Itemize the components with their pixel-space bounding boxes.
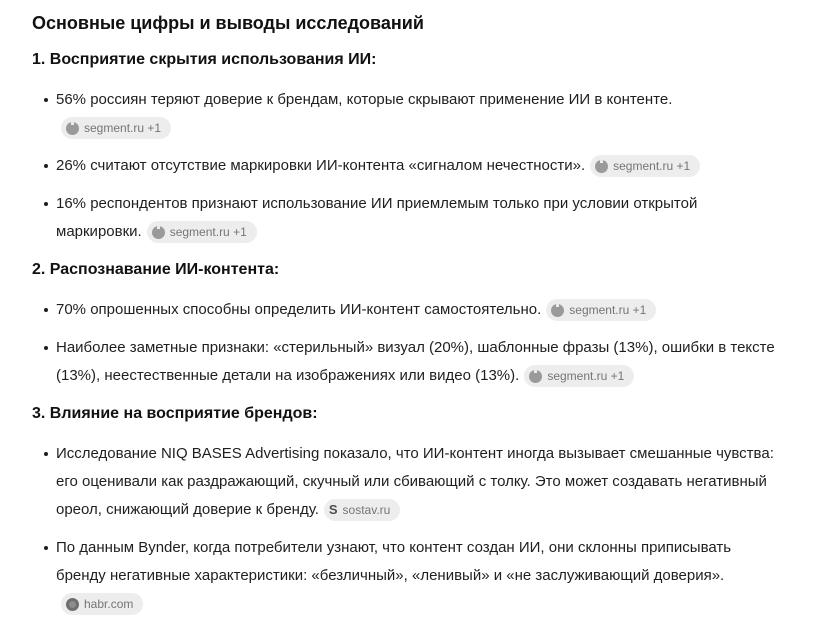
- segment-ru-favicon-icon: [152, 226, 165, 239]
- sections-container: [32, 50, 778, 618]
- source-label: segment.ru +1: [613, 159, 691, 174]
- source-citation-badge[interactable]: [590, 155, 700, 177]
- list-item: [32, 296, 778, 324]
- source-label: segment.ru +1: [84, 121, 162, 136]
- segment-ru-favicon-icon: [595, 160, 608, 173]
- section-heading: 1. Восприятие скрытия использования ИИ:: [32, 51, 377, 68]
- sostav-ru-favicon-icon: S: [328, 502, 338, 518]
- segment-ru-favicon-icon: [66, 122, 79, 135]
- source-label: segment.ru +1: [547, 369, 625, 384]
- bullet-list: [32, 296, 778, 390]
- source-label: segment.ru +1: [169, 225, 247, 240]
- source-citation-badge[interactable]: [61, 593, 143, 615]
- source-citation-badge[interactable]: [61, 117, 171, 139]
- source-citation-badge[interactable]: [546, 299, 656, 321]
- list-item: [32, 534, 778, 618]
- bullet-text: 26% считают отсутствие маркировки ИИ-контента «сигналом нечестности».: [56, 157, 586, 174]
- section: [32, 260, 778, 390]
- source-citation-badge[interactable]: [524, 365, 634, 387]
- source-label: segment.ru +1: [569, 303, 647, 318]
- source-citation-badge[interactable]: [324, 499, 400, 521]
- bullet-text: 16% респондентов признают использование ИИ приемлемым только при условии открытой маркировки.: [56, 195, 698, 240]
- list-item: [32, 334, 778, 390]
- segment-ru-favicon-icon: [551, 304, 564, 317]
- source-citation-badge[interactable]: [147, 221, 257, 243]
- bullet-text: 56% россиян теряют доверие к брендам, которые скрывают применение ИИ в контенте.: [56, 91, 673, 108]
- list-item: [32, 440, 778, 524]
- source-label: sostav.ru: [342, 503, 391, 518]
- list-item: [32, 190, 778, 246]
- answer-document: [32, 10, 778, 618]
- section-heading: 3. Влияние на восприятие брендов:: [32, 405, 318, 422]
- section-heading: 2. Распознавание ИИ-контента:: [32, 261, 280, 278]
- bullet-text: 70% опрошенных способны определить ИИ-контент самостоятельно.: [56, 301, 542, 318]
- habr-com-favicon-icon: [66, 598, 79, 611]
- page-title: Основные цифры и выводы исследований: [32, 13, 424, 33]
- section: [32, 50, 778, 246]
- bullet-list: [32, 86, 778, 246]
- section: [32, 404, 778, 618]
- bullet-text: По данным Bynder, когда потребители узнают, что контент создан ИИ, они склонны приписывать бренду негативные характеристики: «безличный», «ленивый» и «не заслуживающий доверия».: [56, 539, 732, 584]
- bullet-text: Наиболее заметные признаки: «стерильный» визуал (20%), шаблонные фразы (13%), ошибки в тексте (13%), неестественные детали на изображениях или видео (13%).: [56, 339, 775, 384]
- bullet-text: Исследование NIQ BASES Advertising показало, что ИИ-контент иногда вызывает смешанные чувства: его оценивали как раздражающий, скучный или сбивающий с толку. Это может создавать негативный ореол, снижающий доверие к бренду.: [56, 445, 774, 518]
- segment-ru-favicon-icon: [529, 370, 542, 383]
- source-label: habr.com: [84, 597, 134, 612]
- bullet-list: [32, 440, 778, 618]
- list-item: [32, 86, 778, 142]
- list-item: [32, 152, 778, 180]
